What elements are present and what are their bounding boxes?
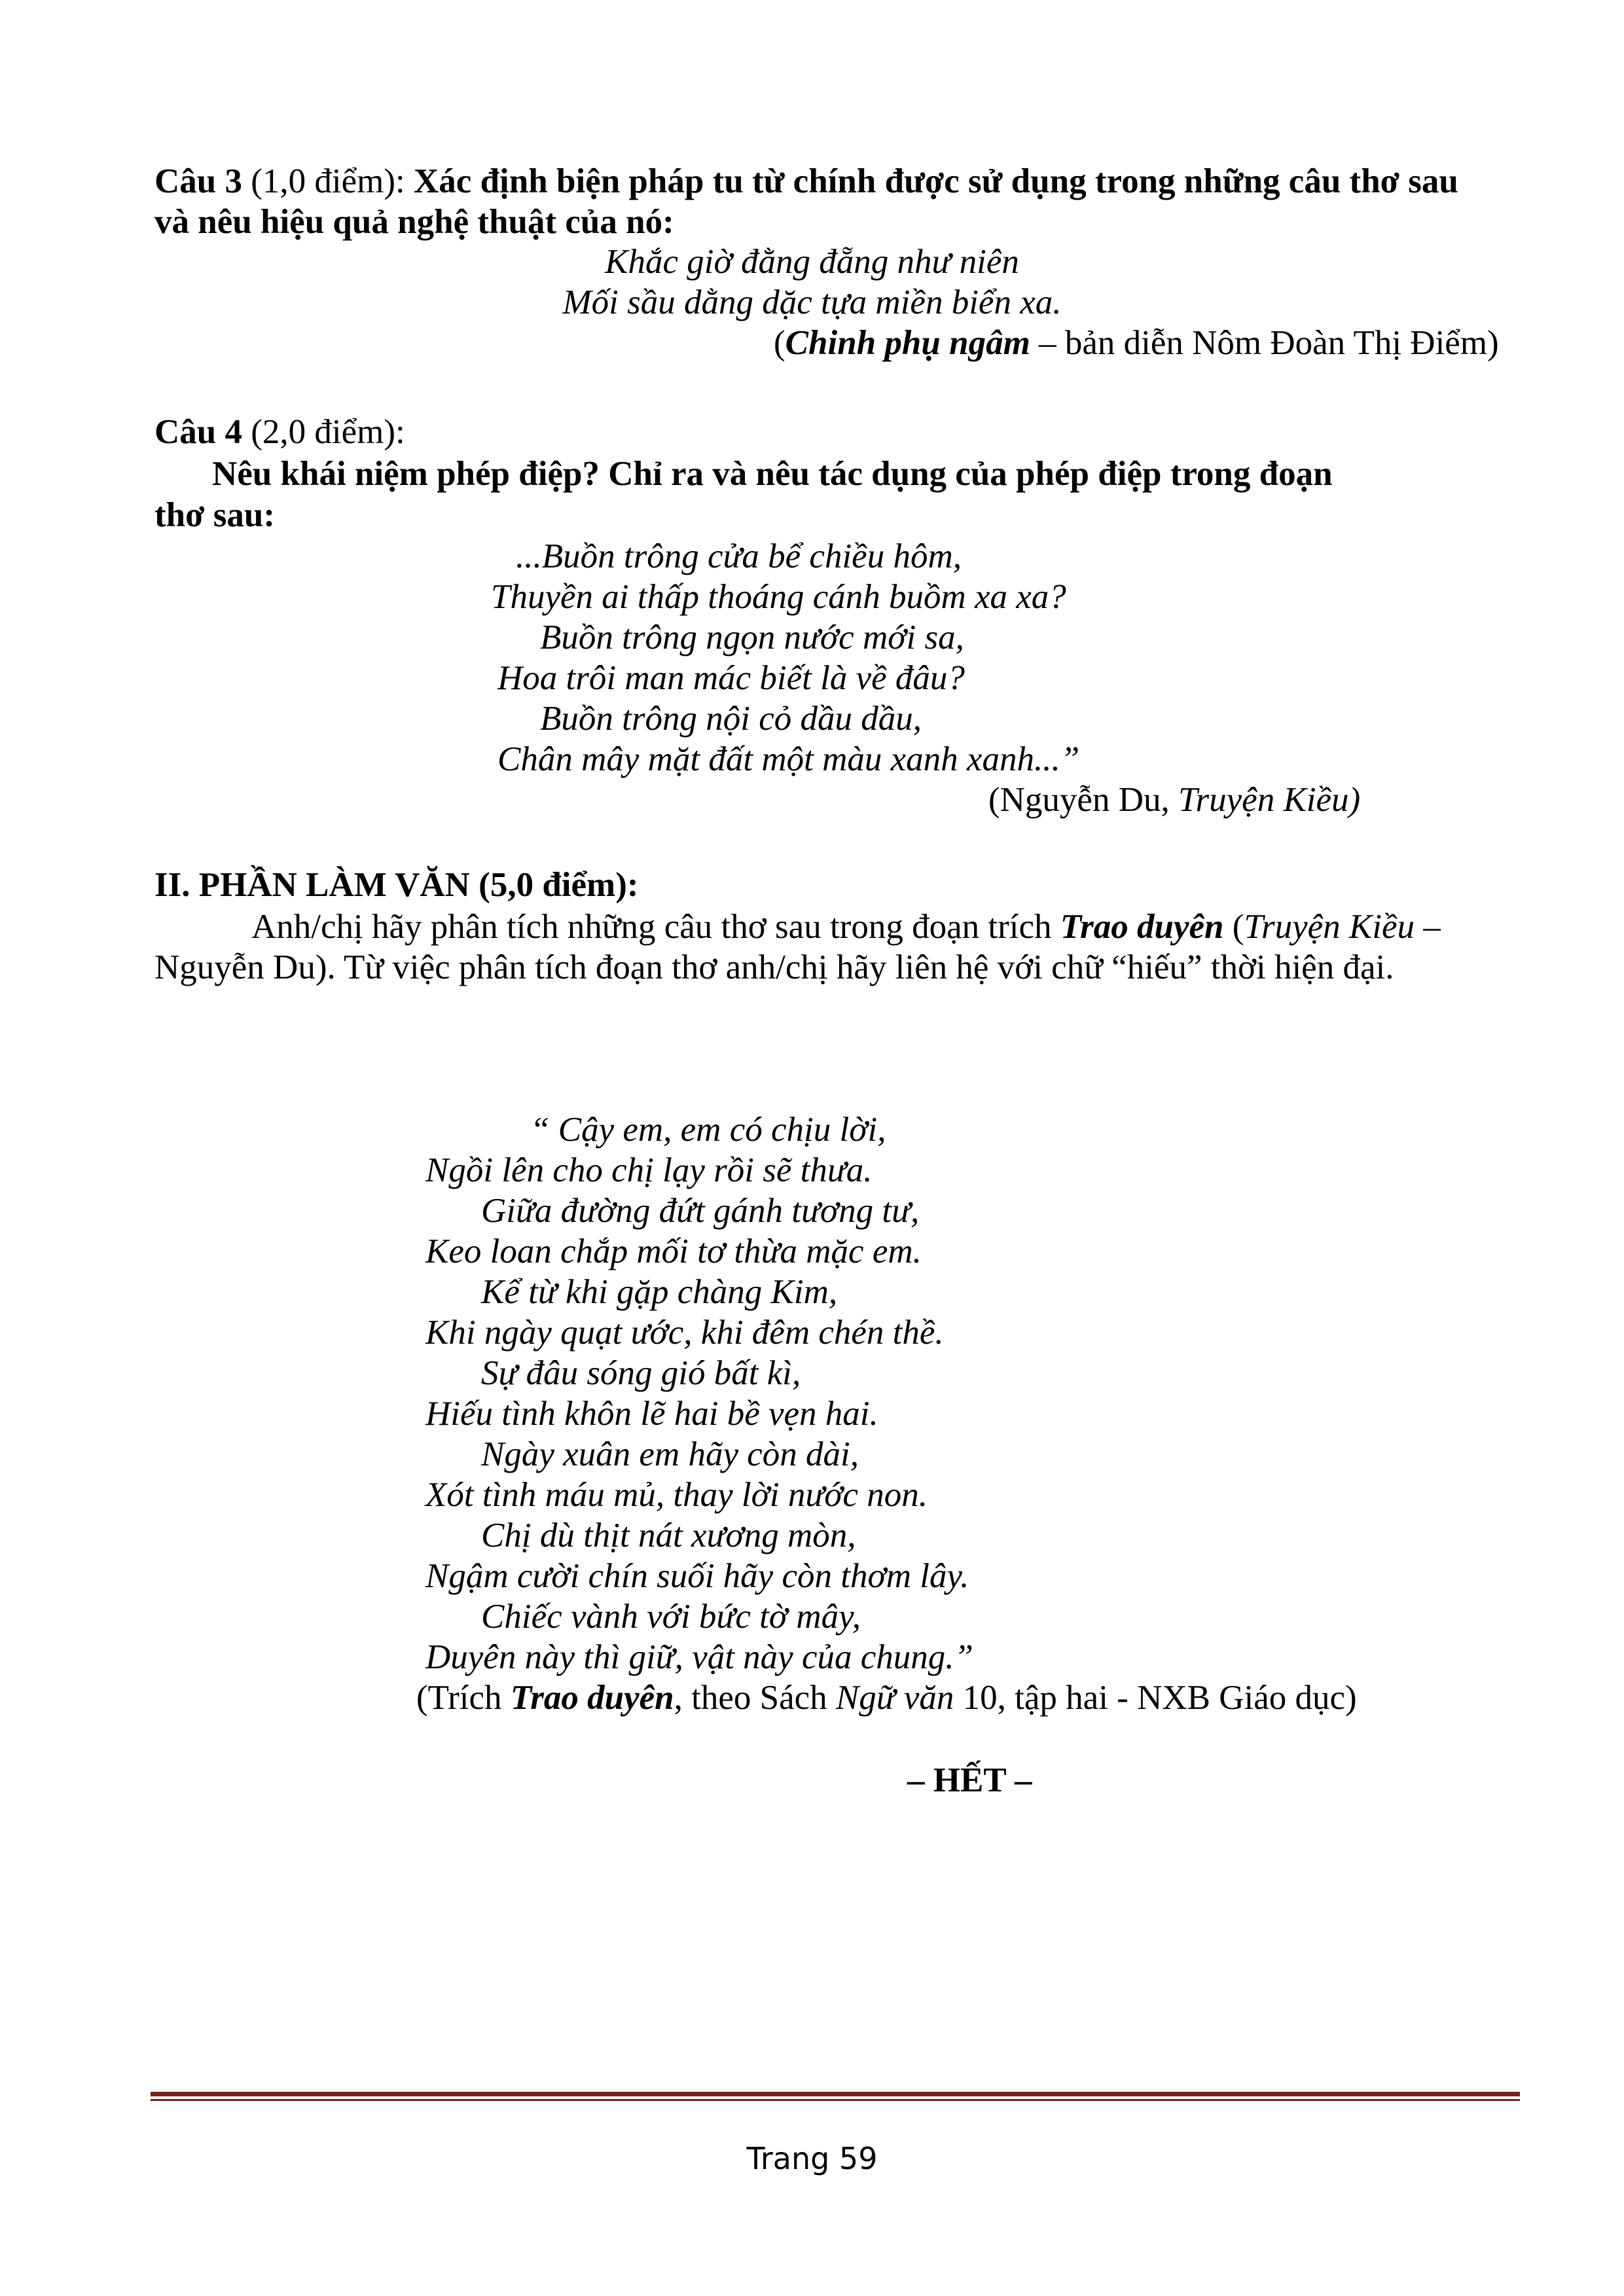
q4-heading — [154, 411, 405, 453]
part2-heading: II. PHẦN LÀM VĂN (5,0 điểm): — [154, 866, 639, 904]
part2-verse-line: Sự đâu sóng gió bất kì, — [481, 1354, 801, 1392]
part2-verse-line: “ Cậy em, em có chịu lời, — [530, 1111, 886, 1149]
part2-verse-line: Hiếu tình khôn lẽ hai bề vẹn hai. — [425, 1395, 878, 1433]
q4-prompt-line1: Nêu khái niệm phép điệp? Chỉ ra và nêu tác dụng của phép điệp trong đoạn — [212, 455, 1333, 493]
q4-score: (2,0 điểm): — [251, 413, 405, 451]
part2-verse-line: Khi ngày quạt ước, khi đêm chén thề. — [425, 1314, 944, 1352]
part2-verse-line: Chiếc vành với bức tờ mây, — [481, 1598, 861, 1636]
q4-prompt-line2: thơ sau: — [154, 496, 275, 534]
q4-source-title: Truyện Kiều) — [1178, 781, 1361, 819]
q3-source-title: Chinh phụ ngâm — [785, 324, 1030, 362]
part2-verse-line: Giữa đường đứt gánh tương tư, — [481, 1192, 920, 1230]
q4-verse-line: Chân mây mặt đất một màu xanh xanh...” — [497, 740, 1080, 778]
part2-verse-line: Ngày xuân em hãy còn dài, — [481, 1435, 859, 1473]
part2-verse-line: Keo loan chắp mối tơ thừa mặc em. — [425, 1232, 922, 1270]
part2-verse-line: Kể từ khi gặp chàng Kim, — [481, 1273, 838, 1311]
q4-label: Câu 4 — [154, 413, 243, 451]
q4-source: (Nguyễn Du, Truyện Kiều) — [988, 781, 1361, 819]
q4-verse-line: Hoa trôi man mác biết là về đâu? — [497, 659, 965, 697]
part2-verse-line: Ngồi lên cho chị lạy rồi sẽ thưa. — [425, 1151, 873, 1189]
part2-intro-line1: Anh/chị hãy phân tích những câu thơ sau trong đoạn trích Trao duyên (Truyện Kiều – — [251, 908, 1441, 946]
q4-verse-line: Buồn trông ngọn nước mới sa, — [540, 619, 964, 656]
part2-source-book: Ngữ văn — [835, 1679, 954, 1717]
part2-verse-line: Xót tình máu mủ, thay lời nước non. — [425, 1476, 928, 1514]
footer-rule-thin — [151, 2099, 1520, 2101]
q3-prompt-line2: và nêu hiệu quả nghệ thuật của nó: — [154, 203, 674, 241]
q4-verse-line: Buồn trông nội cỏ dầu dầu, — [540, 700, 922, 738]
q3-source: (Chinh phụ ngâm – bản diễn Nôm Đoàn Thị Điểm) — [774, 324, 1499, 362]
part2-intro-title: Trao duyên — [1060, 908, 1224, 946]
part2-verse-line: Duyên này thì giữ, vật này của chung.” — [425, 1638, 973, 1676]
page-number: Trang 59 — [746, 2141, 878, 2176]
q4-verse-line: Thuyền ai thấp thoáng cánh buồm xa xa? — [491, 578, 1066, 616]
end-mark: – HẾT – — [907, 1761, 1032, 1799]
q3-prompt-text: Xác định biện pháp tu từ chính được sử dụng trong những câu thơ sau — [414, 162, 1458, 200]
part2-source: (Trích Trao duyên, theo Sách Ngữ văn 10, tập hai - NXB Giáo dục) — [416, 1679, 1357, 1717]
part2-intro-work: Truyện Kiều — [1244, 908, 1415, 946]
q3-label: Câu 3 — [154, 162, 243, 200]
q3-verse-line: Mối sầu dằng dặc tựa miền biển xa. — [562, 283, 1062, 321]
q4-verse-line: ...Buồn trông cửa bể chiều hôm, — [516, 537, 962, 575]
part2-source-title: Trao duyên — [510, 1679, 674, 1717]
part2-verse-line: Chị dù thịt nát xương mòn, — [481, 1516, 856, 1554]
q3-prompt-line1 — [154, 160, 1458, 202]
part2-verse-line: Ngậm cười chín suối hãy còn thơm lây. — [425, 1557, 969, 1595]
q3-verse-line: Khắc giờ đằng đẵng như niên — [605, 243, 1019, 281]
q3-score: (1,0 điểm): — [251, 162, 405, 200]
footer-rule-thick — [151, 2092, 1520, 2096]
part2-intro-line2: Nguyễn Du). Từ việc phân tích đoạn thơ anh/chị hãy liên hệ với chữ “hiếu” thời hiện đại. — [154, 948, 1394, 986]
